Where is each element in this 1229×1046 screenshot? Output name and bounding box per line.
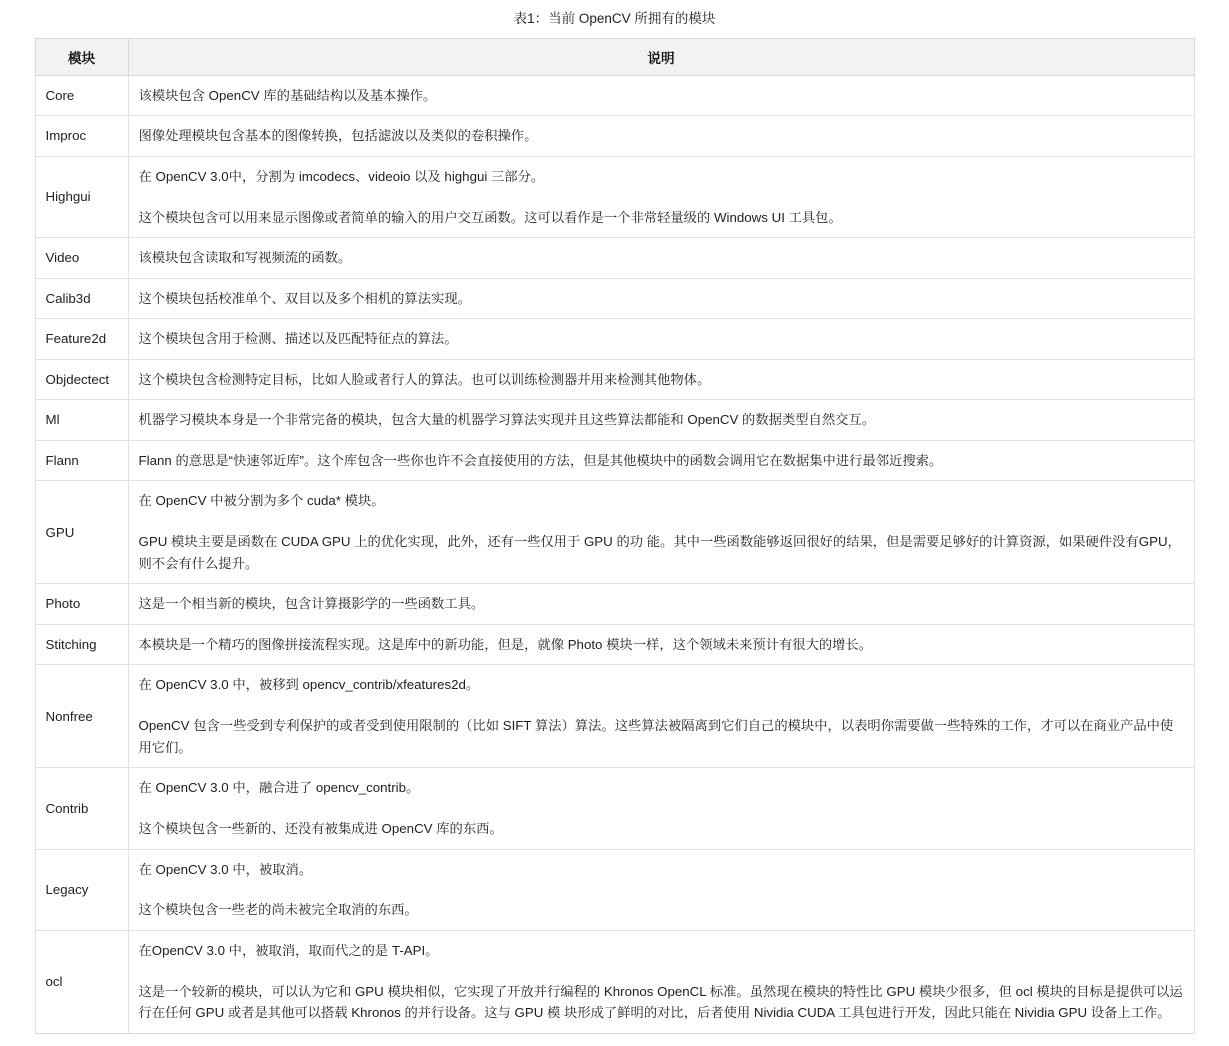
module-description-paragraph: 在 OpenCV 3.0中，分割为 imcodecs、videoio 以及 highgui 三部分。 [138, 168, 545, 184]
module-description-paragraph: GPU 模块主要是函数在 CUDA GPU 上的优化实现，此外，还有一些仅用于 GPU 的功 能。其中一些函数能够返回很好的结果，但是需要足够好的计算资源，如果硬件没有GPU，则不会有什么提升。 [138, 534, 1181, 571]
module-name-cell: Nonfree [35, 665, 128, 768]
module-name-cell: GPU [35, 481, 128, 584]
module-description-paragraph: 本模块是一个精巧的图像拼接流程实现。这是库中的新功能，但是，就像 Photo 模块一样，这个领域未来预计有很大的增长。 [138, 636, 873, 652]
table-body [35, 75, 1194, 1033]
table-row [35, 278, 1194, 319]
table-row [35, 624, 1194, 665]
table-row [35, 930, 1194, 1033]
module-name-cell: Feature2d [35, 319, 128, 360]
table-row [35, 156, 1194, 237]
module-description-paragraph: 这是一个较新的模块，可以认为它和 GPU 模块相似，它实现了开放并行编程的 Khronos OpenCL 标准。虽然现在模块的特性比 GPU 模块少很多，但 ocl 模块的目标是提供可以运行在任何 GPU 或者是其他可以搭载 Khronos 的并行设备。这与 GPU 模 块形成了鲜明的对比，后者使用 Nividia CUDA 工具包进行开发，因此只能在 Nividia GPU 设备上工作。 [138, 983, 1183, 1021]
table-row [35, 481, 1194, 584]
module-name-cell: ocl [35, 930, 128, 1033]
table-row [35, 849, 1194, 930]
module-description-paragraph: 机器学习模块本身是一个非常完备的模块，包含大量的机器学习算法实现并且这些算法都能和 OpenCV 的数据类型自然交互。 [138, 412, 876, 428]
module-description-paragraph: 这个模块包含一些老的尚未被完全取消的东西。 [138, 902, 418, 918]
module-description-paragraph: Flann 的意思是“快速邻近库”。这个库包含一些你也许不会直接使用的方法，但是其他模块中的函数会调用它在数据集中进行最邻近搜索。 [138, 452, 943, 468]
module-description-cell [128, 930, 1194, 1033]
module-description-cell [128, 359, 1194, 400]
module-description-cell [128, 768, 1194, 849]
module-description-paragraph: 该模块包含读取和写视频流的函数。 [138, 250, 352, 266]
module-description-paragraph: 这个模块包含检测特定目标，比如人脸或者行人的算法。也可以训练检测器并用来检测其他物体。 [138, 371, 711, 387]
module-name-cell: Photo [35, 584, 128, 625]
table-row [35, 238, 1194, 279]
module-description-cell [128, 440, 1194, 481]
module-description-paragraph: 在 OpenCV 中被分割为多个 cuda* 模块。 [138, 493, 385, 509]
table-row [35, 116, 1194, 157]
module-description-paragraph: 这个模块包括校准单个、双目以及多个相机的算法实现。 [138, 290, 471, 306]
module-name-cell: Highgui [35, 156, 128, 237]
module-name-cell: Objdectect [35, 359, 128, 400]
module-name-cell: Legacy [35, 849, 128, 930]
module-name-cell: Calib3d [35, 278, 128, 319]
module-name-cell: Contrib [35, 768, 128, 849]
module-name-cell: Ml [35, 400, 128, 441]
table-row [35, 665, 1194, 768]
module-description-paragraph: 这个模块包含一些新的、还没有被集成进 OpenCV 库的东西。 [138, 821, 503, 837]
opencv-modules-table [35, 38, 1195, 1034]
module-description-cell [128, 849, 1194, 930]
module-description-paragraph: 这是一个相当新的模块，包含计算摄影学的一些函数工具。 [138, 596, 485, 612]
module-description-paragraph: OpenCV 包含一些受到专利保护的或者受到使用限制的（比如 SIFT 算法）算法。这些算法被隔离到它们自己的模块中，以表明你需要做一些特殊的工作，才可以在商业产品中使用它们。 [138, 718, 1174, 755]
module-description-cell [128, 278, 1194, 319]
module-description-cell [128, 624, 1194, 665]
column-header-module: 模块 [35, 38, 128, 75]
module-description-cell [128, 238, 1194, 279]
module-description-paragraph: 在 OpenCV 3.0 中，被移到 opencv_contrib/xfeatures2d。 [138, 677, 480, 693]
module-description-cell [128, 156, 1194, 237]
module-description-paragraph: 这个模块包含用于检测、描述以及匹配特征点的算法。 [138, 331, 458, 347]
module-description-cell [128, 481, 1194, 584]
table-caption: 表1：当前 OpenCV 所拥有的模块 [513, 11, 716, 26]
module-description-cell [128, 400, 1194, 441]
table-row [35, 75, 1194, 116]
module-description-cell [128, 665, 1194, 768]
table-row [35, 768, 1194, 849]
table-row [35, 400, 1194, 441]
table-row [35, 359, 1194, 400]
module-description-paragraph: 这个模块包含可以用来显示图像或者简单的输入的用户交互函数。这可以看作是一个非常轻量级的 Windows UI 工具包。 [138, 209, 842, 225]
module-description-paragraph: 该模块包含 OpenCV 库的基础结构以及基本操作。 [138, 87, 437, 103]
module-name-cell: Video [35, 238, 128, 279]
module-description-cell [128, 584, 1194, 625]
module-description-paragraph: 在 OpenCV 3.0 中，被取消。 [138, 861, 313, 877]
module-name-cell: Improc [35, 116, 128, 157]
table-row [35, 319, 1194, 360]
module-name-cell: Stitching [35, 624, 128, 665]
module-description-cell [128, 75, 1194, 116]
module-name-cell: Core [35, 75, 128, 116]
table-row [35, 584, 1194, 625]
column-header-description: 说明 [128, 38, 1194, 75]
table-header [35, 38, 1194, 75]
table-header-row [35, 38, 1194, 75]
table-row [35, 440, 1194, 481]
module-description-paragraph: 图像处理模块包含基本的图像转换，包括滤波以及类似的卷积操作。 [138, 128, 538, 144]
module-description-cell [128, 319, 1194, 360]
module-description-paragraph: 在OpenCV 3.0 中，被取消，取而代之的是 T-API。 [138, 942, 439, 958]
module-description-cell [128, 116, 1194, 157]
module-name-cell: Flann [35, 440, 128, 481]
module-description-paragraph: 在 OpenCV 3.0 中，融合进了 opencv_contrib。 [138, 780, 420, 796]
